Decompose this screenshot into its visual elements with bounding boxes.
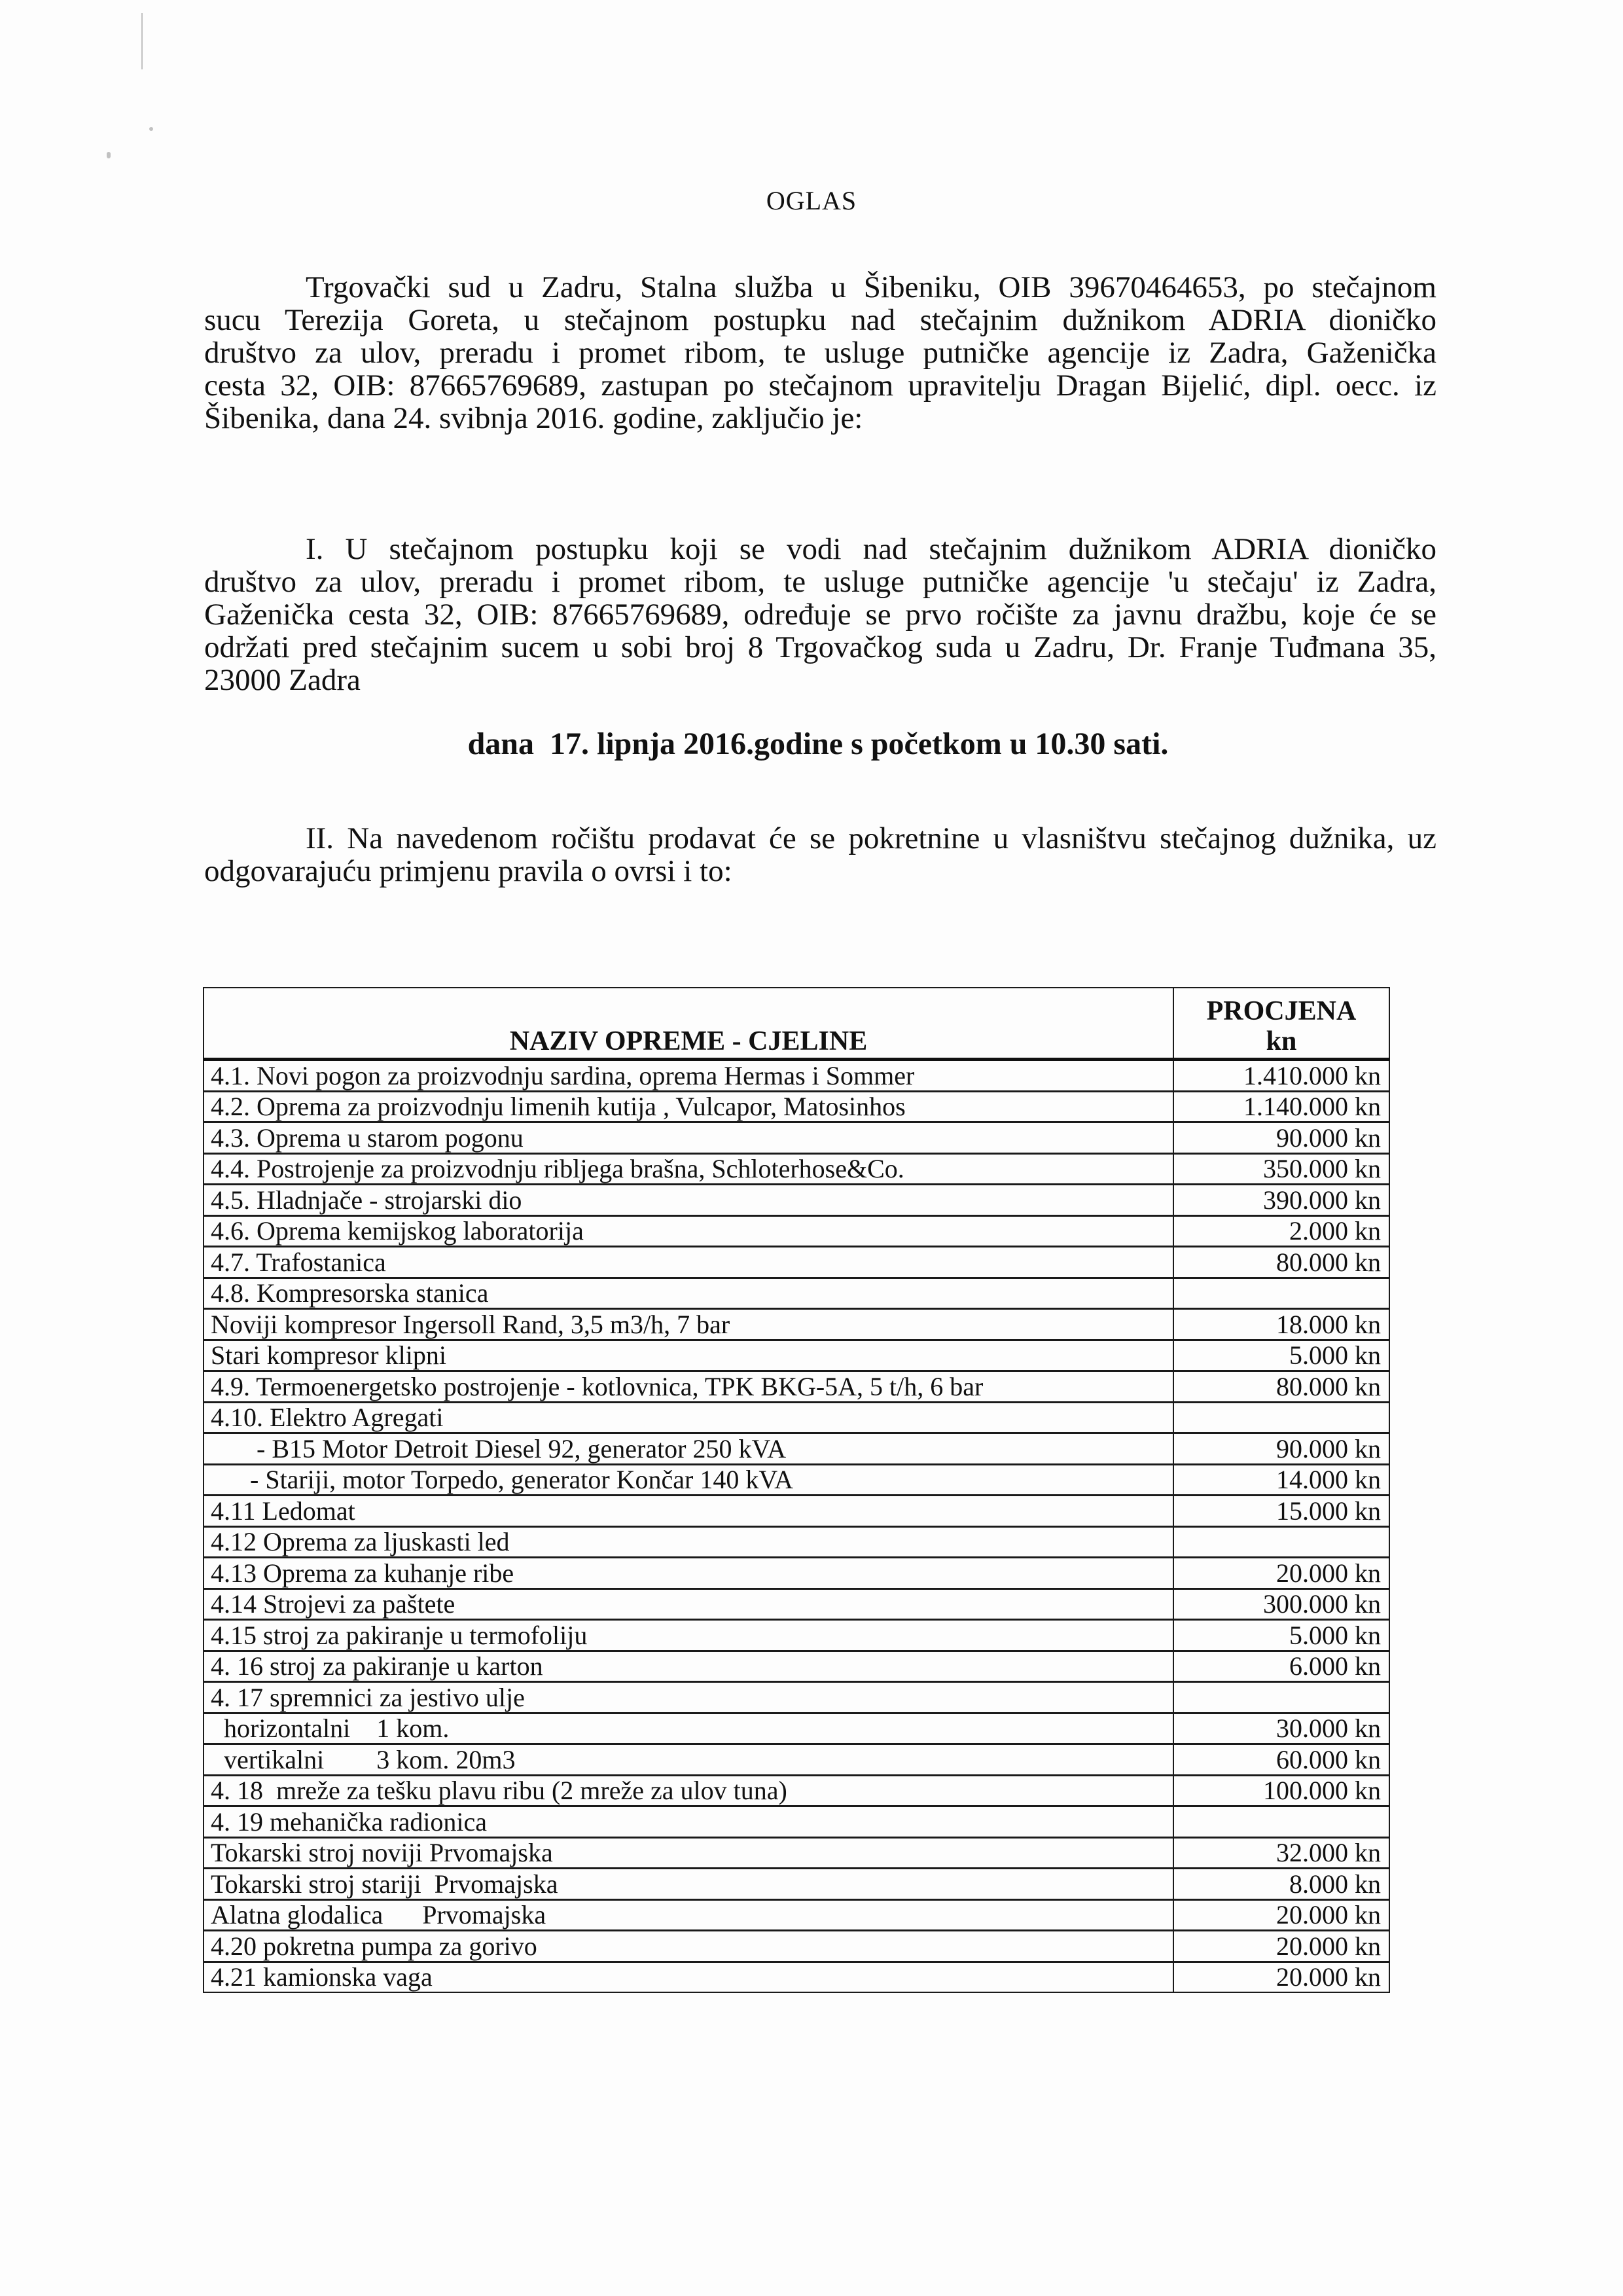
table-row [204, 1185, 1389, 1216]
equipment-value-cell [1173, 1402, 1389, 1433]
table-row [204, 1433, 1389, 1465]
table-row [204, 1247, 1389, 1278]
equipment-name-cell: 4.20 pokretna pumpa za gorivo [204, 1931, 1173, 1962]
equipment-name-cell: 4. 19 mehanička radionica [204, 1806, 1173, 1838]
section-1-line: održati pred stečajnim sucem u sobi broj 8 Trgovačkog suda u Zadru, Dr. Franje Tuđmana 35, [204, 630, 1436, 664]
equipment-name-cell: 4.11 Ledomat [204, 1496, 1173, 1527]
scan-artifact-dot [149, 127, 153, 131]
section-2-line: II. Na navedenom ročištu prodavat će se pokretnine u vlasništvu stečajnog dužnika, uz [306, 821, 1436, 855]
equipment-name-cell: 4.7. Trafostanica [204, 1247, 1173, 1278]
equipment-value-cell: 15.000 kn [1173, 1496, 1389, 1527]
table-row [204, 1464, 1389, 1496]
equipment-value-cell: 6.000 kn [1173, 1651, 1389, 1682]
scan-artifact-line [141, 13, 143, 69]
table-row [204, 1526, 1389, 1558]
equipment-value-cell: 2.000 kn [1173, 1215, 1389, 1247]
table-row [204, 1091, 1389, 1122]
table-row [204, 1558, 1389, 1589]
table-row [204, 1869, 1389, 1900]
section-2-paragraph [204, 822, 1436, 888]
equipment-value-cell [1173, 1526, 1389, 1558]
equipment-name-cell: 4.8. Kompresorska stanica [204, 1278, 1173, 1309]
equipment-name-cell: 4. 17 spremnici za jestivo ulje [204, 1682, 1173, 1713]
equipment-name-cell: vertikalni 3 kom. 20m3 [204, 1744, 1173, 1776]
table-row [204, 1899, 1389, 1931]
equipment-name-cell: 4.2. Oprema za proizvodnju limenih kutija , Vulcapor, Matosinhos [204, 1091, 1173, 1122]
equipment-name-cell: 4.9. Termoenergetsko postrojenje - kotlovnica, TPK BKG-5A, 5 t/h, 6 bar [204, 1371, 1173, 1403]
table-row [204, 1775, 1389, 1806]
section-1-line: 23000 Zadra [204, 663, 361, 697]
equipment-value-cell [1173, 1806, 1389, 1838]
table-row [204, 1278, 1389, 1309]
table-row [204, 1122, 1389, 1154]
intro-paragraph [204, 271, 1436, 435]
equipment-value-cell: 5.000 kn [1173, 1620, 1389, 1651]
table-header-row [204, 988, 1389, 1060]
equipment-name-cell: Tokarski stroj stariji Prvomajska [204, 1869, 1173, 1900]
table-row [204, 1962, 1389, 1992]
section-1-line: društvo za ulov, preradu i promet ribom, te usluge putničke agencije 'u stečaju' iz Zadra, [204, 565, 1436, 599]
equipment-name-cell: 4.4. Postrojenje za proizvodnju ribljega brašna, Schloterhose&Co. [204, 1153, 1173, 1185]
equipment-value-cell: 1.410.000 kn [1173, 1060, 1389, 1092]
equipment-value-cell [1173, 1682, 1389, 1713]
equipment-value-cell: 90.000 kn [1173, 1122, 1389, 1154]
equipment-name-cell: 4.1. Novi pogon za proizvodnju sardina, oprema Hermas i Sommer [204, 1060, 1173, 1092]
table-row [204, 1744, 1389, 1776]
equipment-value-cell: 30.000 kn [1173, 1713, 1389, 1744]
equipment-name-cell: 4.13 Oprema za kuhanje ribe [204, 1558, 1173, 1589]
equipment-value-cell: 1.140.000 kn [1173, 1091, 1389, 1122]
column-header-name: NAZIV OPREME - CJELINE [204, 988, 1173, 1060]
equipment-value-cell: 18.000 kn [1173, 1309, 1389, 1340]
equipment-value-cell: 90.000 kn [1173, 1433, 1389, 1465]
table-row [204, 1060, 1389, 1092]
column-header-value [1173, 988, 1389, 1060]
table-body [204, 1060, 1389, 1993]
equipment-value-cell: 80.000 kn [1173, 1247, 1389, 1278]
equipment-name-cell: - Stariji, motor Torpedo, generator Končar 140 kVA [204, 1464, 1173, 1496]
equipment-value-cell: 14.000 kn [1173, 1464, 1389, 1496]
section-1-line: Gaženička cesta 32, OIB: 87665769689, određuje se prvo ročište za javnu dražbu, koje će se [204, 598, 1436, 632]
equipment-value-cell: 100.000 kn [1173, 1775, 1389, 1806]
table-row [204, 1496, 1389, 1527]
table-row [204, 1620, 1389, 1651]
section-1-line: I. U stečajnom postupku koji se vodi nad stečajnim dužnikom ADRIA dioničko [306, 532, 1436, 566]
equipment-value-cell: 20.000 kn [1173, 1558, 1389, 1589]
table-row [204, 1309, 1389, 1340]
equipment-value-cell: 32.000 kn [1173, 1837, 1389, 1869]
equipment-value-cell: 390.000 kn [1173, 1185, 1389, 1216]
equipment-name-cell: 4.21 kamionska vaga [204, 1962, 1173, 1992]
equipment-name-cell: - B15 Motor Detroit Diesel 92, generator 250 kVA [204, 1433, 1173, 1465]
intro-line: Šibenika, dana 24. svibnja 2016. godine, zaključio je: [204, 401, 863, 435]
equipment-value-cell: 20.000 kn [1173, 1962, 1389, 1992]
equipment-name-cell: 4.12 Oprema za ljuskasti led [204, 1526, 1173, 1558]
table-row [204, 1153, 1389, 1185]
equipment-value-cell: 20.000 kn [1173, 1899, 1389, 1931]
intro-line: sucu Terezija Goreta, u stečajnom postupku nad stečajnim dužnikom ADRIA dioničko [204, 303, 1436, 337]
equipment-value-cell: 5.000 kn [1173, 1340, 1389, 1371]
equipment-name-cell: 4.10. Elektro Agregati [204, 1402, 1173, 1433]
equipment-value-cell: 20.000 kn [1173, 1931, 1389, 1962]
table-row [204, 1713, 1389, 1744]
table-row [204, 1931, 1389, 1962]
equipment-name-cell: Alatna glodalica Prvomajska [204, 1899, 1173, 1931]
equipment-value-cell: 60.000 kn [1173, 1744, 1389, 1776]
equipment-name-cell: 4.3. Oprema u starom pogonu [204, 1122, 1173, 1154]
equipment-name-cell: Noviji kompresor Ingersoll Rand, 3,5 m3/h, 7 bar [204, 1309, 1173, 1340]
table-row [204, 1340, 1389, 1371]
equipment-name-cell: 4.15 stroj za pakiranje u termofoliju [204, 1620, 1173, 1651]
intro-line: cesta 32, OIB: 87665769689, zastupan po stečajnom upravitelju Dragan Bijelić, dipl. oecc. iz [204, 368, 1436, 403]
column-header-value-line1: PROCJENA [1206, 996, 1357, 1026]
equipment-value-cell: 300.000 kn [1173, 1588, 1389, 1620]
section-1-paragraph [204, 533, 1436, 696]
equipment-name-cell: horizontalni 1 kom. [204, 1713, 1173, 1744]
equipment-name-cell: Stari kompresor klipni [204, 1340, 1173, 1371]
table-row [204, 1682, 1389, 1713]
equipment-value-cell [1173, 1278, 1389, 1309]
equipment-table [203, 987, 1390, 1993]
equipment-name-cell: 4. 16 stroj za pakiranje u karton [204, 1651, 1173, 1682]
equipment-name-cell: 4. 18 mreže za tešku plavu ribu (2 mreže za ulov tuna) [204, 1775, 1173, 1806]
equipment-name-cell: Tokarski stroj noviji Prvomajska [204, 1837, 1173, 1869]
table-row [204, 1215, 1389, 1247]
equipment-name-cell: 4.5. Hladnjače - strojarski dio [204, 1185, 1173, 1216]
table-row [204, 1806, 1389, 1838]
column-header-value-line2: kn [1266, 1026, 1297, 1056]
hearing-date: dana 17. lipnja 2016.godine s početkom u 10.30 sati. [467, 726, 1169, 761]
table-row [204, 1371, 1389, 1403]
document-title: OGLAS [766, 186, 857, 215]
table-row [204, 1402, 1389, 1433]
intro-line: društvo za ulov, preradu i promet ribom, te usluge putničke agencije iz Zadra, Gaženička [204, 336, 1436, 370]
section-2-line: odgovarajuću primjenu pravila o ovrsi i to: [204, 854, 732, 888]
equipment-value-cell: 350.000 kn [1173, 1153, 1389, 1185]
equipment-value-cell: 8.000 kn [1173, 1869, 1389, 1900]
intro-line: Trgovački sud u Zadru, Stalna služba u Šibeniku, OIB 39670464653, po stečajnom [306, 270, 1436, 304]
equipment-name-cell: 4.14 Strojevi za paštete [204, 1588, 1173, 1620]
table-row [204, 1651, 1389, 1682]
equipment-value-cell: 80.000 kn [1173, 1371, 1389, 1403]
table-row [204, 1837, 1389, 1869]
table-row [204, 1588, 1389, 1620]
equipment-name-cell: 4.6. Oprema kemijskog laboratorija [204, 1215, 1173, 1247]
scan-artifact-dot [107, 152, 111, 158]
